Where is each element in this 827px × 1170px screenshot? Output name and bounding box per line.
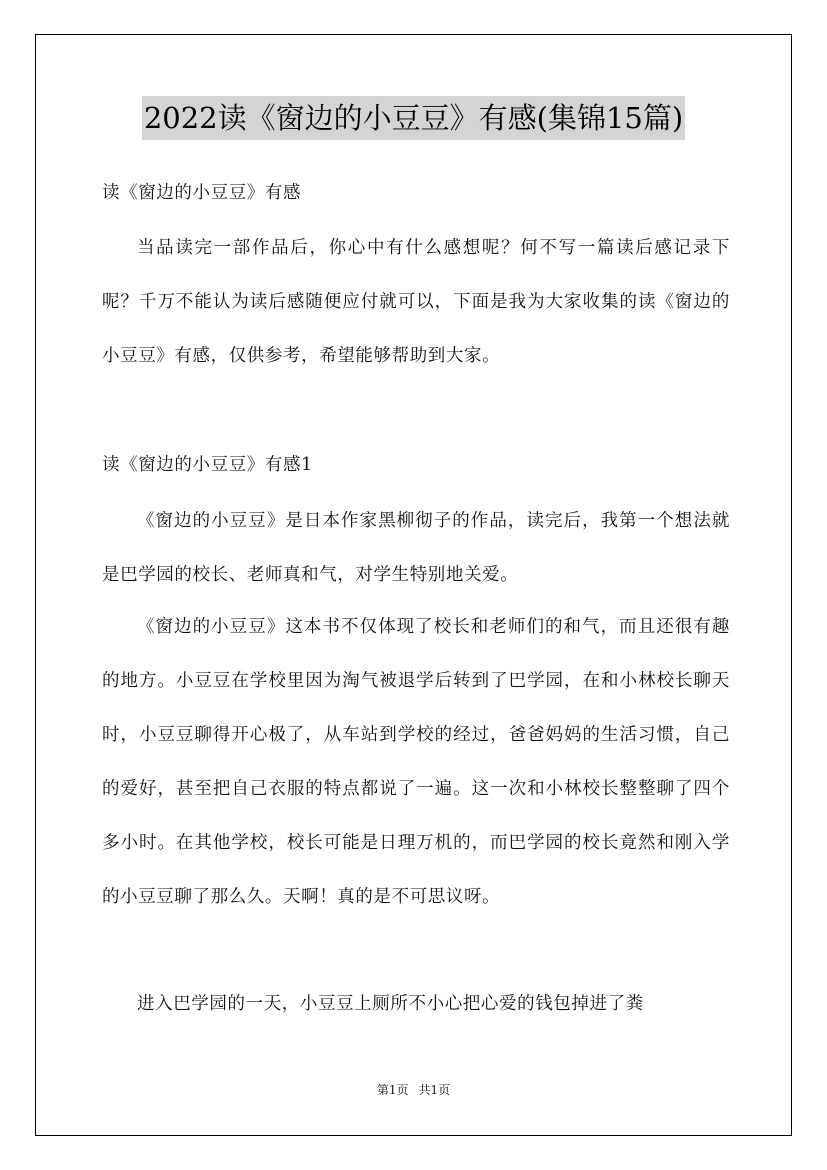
page-number: 第1页 bbox=[376, 1083, 409, 1097]
section1-heading: 读《窗边的小豆豆》有感1 bbox=[102, 455, 313, 475]
section1-paragraph-3: 进入巴学园的一天，小豆豆上厕所不小心把心爱的钱包掉进了粪 bbox=[137, 994, 644, 1014]
title-container bbox=[0, 96, 827, 140]
intro-paragraph: 当品读完一部作品后，你心中有什么感想呢？何不写一篇读后感记录下呢？千万不能认为读后感随便应付就可以，下面是我为大家收集的读《窗边的小豆豆》有感，仅供参考，希望能够帮助到大家。 bbox=[102, 238, 730, 366]
section1-paragraph-1: 《窗边的小豆豆》是日本作家黑柳彻子的作品，读完后，我第一个想法就是巴学园的校长、老师真和气，对学生特别地关爱。 bbox=[102, 511, 730, 585]
page-footer bbox=[0, 1081, 827, 1098]
page-total: 共1页 bbox=[418, 1083, 451, 1097]
section1-paragraph-2: 《窗边的小豆豆》这本书不仅体现了校长和老师们的和气，而且还很有趣的地方。小豆豆在学校里因为淘气被退学后转到了巴学园，在和小林校长聊天时，小豆豆聊得开心极了，从车站到学校的经过，爸爸妈妈的生活习惯，自己的爱好，甚至把自己衣服的特点都说了一遍。这一次和小林校长整整聊了四个多小时。在其他学校，校长可能是日理万机的，而巴学园的校长竟然和刚入学的小豆豆聊了那么久。天啊！真的是不可思议呀。 bbox=[102, 617, 730, 907]
intro-heading: 读《窗边的小豆豆》有感 bbox=[102, 183, 302, 203]
document-title: 2022读《窗边的小豆豆》有感(集锦15篇) bbox=[142, 96, 685, 140]
